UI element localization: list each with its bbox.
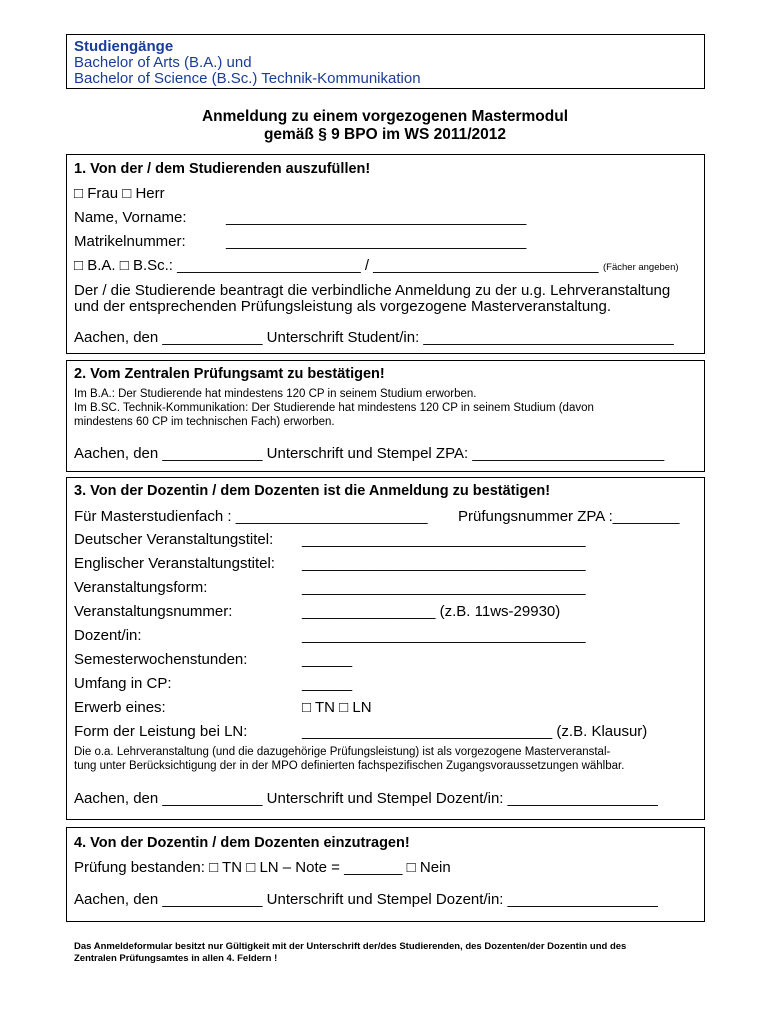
course-field-value[interactable]: ______	[302, 651, 353, 668]
exam-number-field[interactable]: Prüfungsnummer ZPA :________	[458, 508, 680, 525]
subjects-hint: (Fächer angeben)	[603, 262, 679, 273]
lecturer-entry-signature-line[interactable]: Aachen, den ____________ Unterschrift und Stempel Dozent/in: __________________	[74, 891, 658, 908]
course-field-value[interactable]: ______	[302, 675, 353, 692]
form-title: Anmeldung zu einem vorgezogenen Mastermodul	[201, 108, 568, 125]
course-field-value[interactable]: __________________________________	[302, 579, 586, 596]
course-field-label: Dozent/in:	[74, 627, 142, 644]
course-field-label: Erwerb eines:	[74, 699, 166, 716]
course-field-value[interactable]: __________________________________	[302, 627, 586, 644]
masterfach-field[interactable]: Für Masterstudienfach : _______________________	[74, 508, 428, 525]
eligibility-note-2: tung unter Berücksichtigung der in der MPO definierten fachspezifischen Zugangsvoraussetzungen wählbar.	[74, 760, 625, 772]
zpa-text-3: mindestens 60 CP im technischen Fach) erworben.	[74, 416, 335, 428]
name-label: Name, Vorname:	[74, 209, 187, 226]
gender-checkboxes[interactable]: □ Frau □ Herr	[74, 185, 165, 202]
degree-subjects-field[interactable]: □ B.A. □ B.Sc.: ______________________ / ___________________________	[74, 257, 599, 274]
course-field-value[interactable]: __________________________________	[302, 531, 586, 548]
course-field-label: Veranstaltungsform:	[74, 579, 208, 596]
name-field[interactable]: ____________________________________	[226, 209, 527, 226]
course-field-label: Veranstaltungsnummer:	[74, 603, 233, 620]
section-4-heading: 4. Von der Dozentin / dem Dozenten einzutragen!	[74, 835, 410, 851]
zpa-text-2: Im B.SC. Technik-Kommunikation: Der Studierende hat mindestens 120 CP in seinem Studium (davon	[74, 402, 594, 414]
student-signature-line[interactable]: Aachen, den ____________ Unterschrift Student/in: ______________________________	[74, 329, 674, 346]
course-field-value[interactable]: ________________ (z.B. 11ws-29930)	[302, 603, 561, 620]
request-text-2: und der entsprechenden Prüfungsleistung als vorgezogene Masterveranstaltung.	[74, 298, 612, 315]
course-field-value[interactable]: __________________________________	[302, 555, 586, 572]
zpa-text-1: Im B.A.: Der Studierende hat mindestens 120 CP in seinem Studium erworben.	[74, 388, 477, 400]
section-3-heading: 3. Von der Dozentin / dem Dozenten ist die Anmeldung zu bestätigen!	[74, 483, 551, 499]
course-field-label: Deutscher Veranstaltungstitel:	[74, 531, 274, 548]
request-text-1: Der / die Studierende beantragt die verbindliche Anmeldung zu der u.g. Lehrveranstaltung	[74, 282, 671, 299]
section-1-heading: 1. Von der / dem Studierenden auszufüllen!	[74, 161, 371, 177]
programs-heading: Studiengänge	[74, 38, 174, 55]
course-field-label: Form der Leistung bei LN:	[74, 723, 248, 740]
validity-note-2: Zentralen Prüfungsamtes in allen 4. Feldern !	[74, 953, 278, 964]
course-field-label: Umfang in CP:	[74, 675, 172, 692]
section-2-heading: 2. Vom Zentralen Prüfungsamt zu bestätigen!	[74, 366, 385, 382]
eligibility-note-1: Die o.a. Lehrveranstaltung (und die dazugehörige Prüfungsleistung) ist als vorgezogene Masterveranstal-	[74, 746, 611, 758]
program-ba: Bachelor of Arts (B.A.) und	[74, 54, 252, 71]
validity-note-1: Das Anmeldeformular besitzt nur Gültigkeit mit der Unterschrift der/des Studierenden, des Dozenten/der Dozentin und des	[74, 941, 627, 952]
matrikel-label: Matrikelnummer:	[74, 233, 186, 250]
course-field-value[interactable]: ______________________________ (z.B. Klausur)	[302, 723, 648, 740]
exam-passed-options[interactable]: Prüfung bestanden: □ TN □ LN – Note = _______ □ Nein	[74, 859, 451, 876]
matrikel-field[interactable]: ____________________________________	[226, 233, 527, 250]
course-field-label: Englischer Veranstaltungstitel:	[74, 555, 275, 572]
section-1	[66, 154, 705, 354]
zpa-signature-line[interactable]: Aachen, den ____________ Unterschrift und Stempel ZPA: _______________________	[74, 445, 665, 462]
program-bsc: Bachelor of Science (B.Sc.) Technik-Kommunikation	[74, 70, 421, 87]
course-field-value[interactable]: □ TN □ LN	[302, 699, 372, 716]
lecturer-signature-line[interactable]: Aachen, den ____________ Unterschrift und Stempel Dozent/in: __________________	[74, 790, 658, 807]
form-subtitle: gemäß § 9 BPO im WS 2011/2012	[263, 126, 507, 143]
course-field-label: Semesterwochenstunden:	[74, 651, 248, 668]
